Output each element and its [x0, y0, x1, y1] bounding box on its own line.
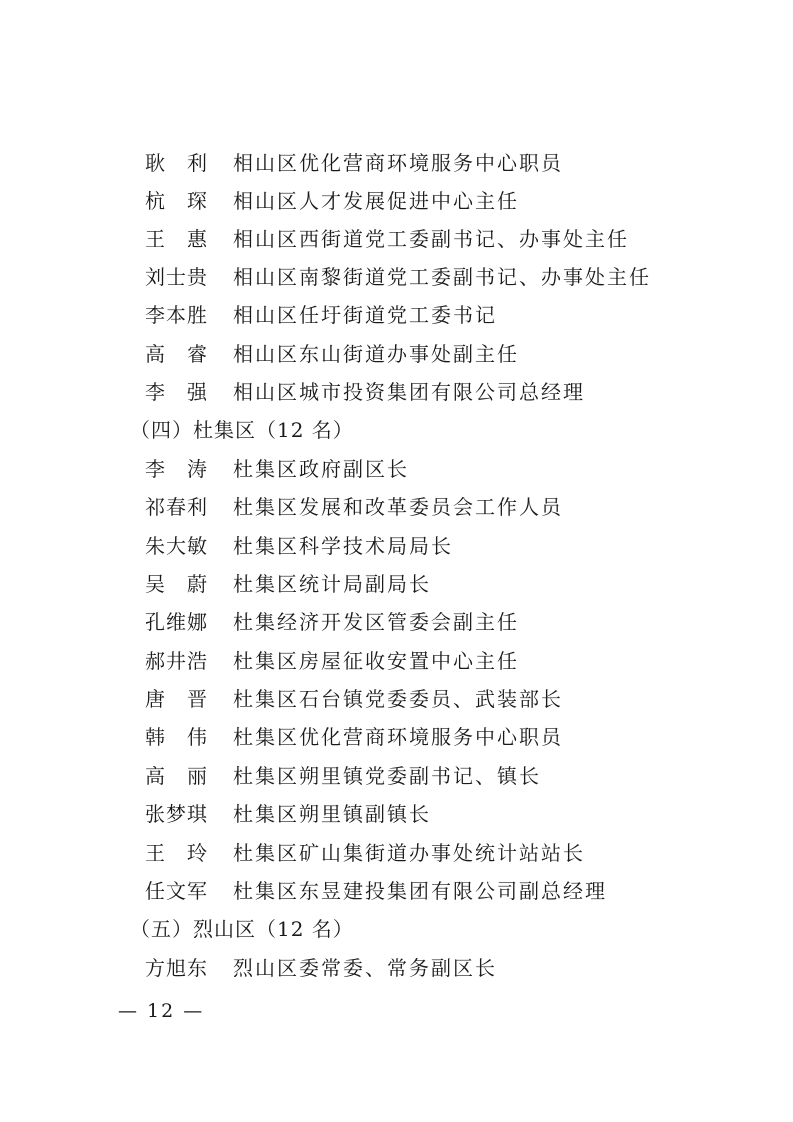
person-title: 杜集区石台镇党委委员、武装部长: [233, 687, 563, 711]
person-title: 相山区城市投资集团有限公司总经理: [233, 380, 585, 404]
person-title: 相山区优化营商环境服务中心职员: [233, 151, 563, 175]
person-title: 杜集区政府副区长: [233, 457, 409, 481]
page-number: — 12 —: [118, 1000, 205, 1022]
person-title: 相山区东山街道办事处副主任: [233, 342, 519, 366]
person-name: 朱大敏: [145, 534, 208, 558]
person-name: 耿 利: [145, 151, 208, 175]
person-title: 相山区人才发展促进中心主任: [233, 189, 519, 213]
person-name: 张梦琪: [145, 802, 208, 826]
person-name: 王 玲: [145, 841, 208, 865]
person-title: 杜集区发展和改革委员会工作人员: [233, 495, 563, 519]
person-name: 唐 晋: [145, 687, 208, 711]
person-name: 孔维娜: [145, 610, 208, 634]
person-title: 杜集区矿山集街道办事处统计站站长: [233, 841, 585, 865]
person-title: 相山区南黎街道党工委副书记、办事处主任: [233, 265, 651, 289]
person-name: 刘士贵: [145, 265, 208, 289]
person-title: 杜集经济开发区管委会副主任: [233, 610, 519, 634]
person-name: 郝井浩: [145, 649, 208, 673]
person-name: 祁春利: [145, 495, 208, 519]
person-title: 杜集区房屋征收安置中心主任: [233, 649, 519, 673]
person-title: 相山区西街道党工委副书记、办事处主任: [233, 227, 629, 251]
person-title: 杜集区朔里镇副镇长: [233, 802, 431, 826]
person-title: 相山区任圩街道党工委书记: [233, 303, 497, 327]
person-name: 李本胜: [145, 303, 208, 327]
person-title: 杜集区东昱建投集团有限公司副总经理: [233, 879, 607, 903]
person-title: 杜集区朔里镇党委副书记、镇长: [233, 764, 541, 788]
person-name: 任文军: [145, 879, 208, 903]
section-heading: （四）杜集区（12 名）: [130, 418, 354, 442]
person-title: 烈山区委常委、常务副区长: [233, 956, 497, 980]
person-name: 方旭东: [145, 956, 208, 980]
section-heading: （五）烈山区（12 名）: [130, 917, 354, 941]
person-name: 韩 伟: [145, 725, 208, 749]
person-title: 杜集区科学技术局局长: [233, 534, 453, 558]
person-name: 王 惠: [145, 227, 208, 251]
person-name: 高 丽: [145, 764, 208, 788]
person-name: 李 涛: [145, 457, 208, 481]
person-name: 杭 琛: [145, 189, 208, 213]
person-name: 高 睿: [145, 342, 208, 366]
person-name: 吴 蔚: [145, 572, 208, 596]
person-title: 杜集区优化营商环境服务中心职员: [233, 725, 563, 749]
person-name: 李 强: [145, 380, 208, 404]
person-title: 杜集区统计局副局长: [233, 572, 431, 596]
